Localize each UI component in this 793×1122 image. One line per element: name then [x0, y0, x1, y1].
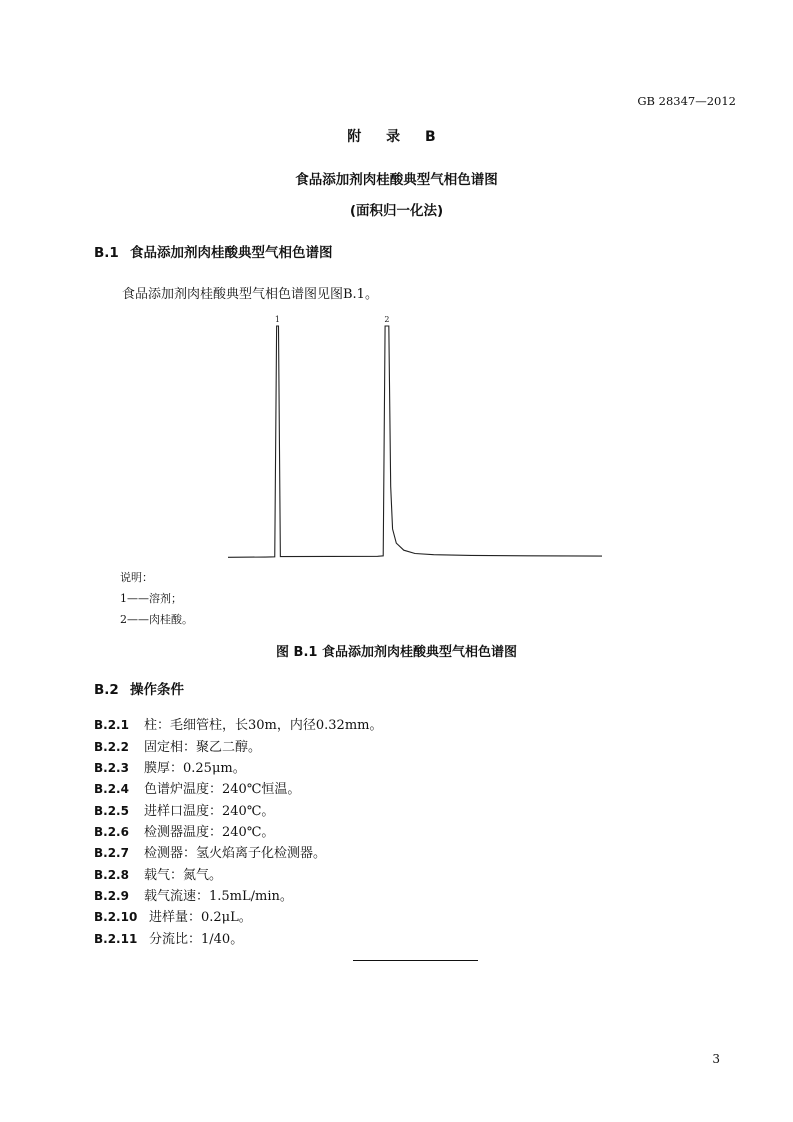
condition-item: [94, 757, 246, 776]
condition-text: 载气：氮气。: [144, 868, 223, 883]
condition-item: [94, 800, 274, 819]
page-number: 3: [712, 1052, 720, 1066]
section-number: B.1: [94, 245, 119, 261]
chromatogram-trace: [228, 326, 602, 557]
condition-item: [94, 736, 261, 755]
condition-item: [94, 714, 382, 733]
condition-code: B.2.5: [94, 804, 129, 818]
condition-code: B.2.11: [94, 932, 138, 946]
section-title: 食品添加剂肉桂酸典型气相色谱图: [130, 245, 333, 261]
condition-text: 进样口温度：240℃。: [144, 804, 275, 819]
condition-text: 膜厚：0.25μm。: [144, 761, 246, 776]
section-title: 操作条件: [130, 682, 184, 698]
section-b1-heading: [94, 241, 333, 261]
condition-text: 分流比：1/40。: [149, 932, 244, 947]
standard-code: GB 28347—2012: [637, 94, 736, 108]
legend-item-2: 2——肉桂酸。: [120, 613, 193, 626]
condition-code: B.2.6: [94, 825, 129, 839]
peak-labels: [275, 315, 390, 324]
condition-code: B.2.9: [94, 889, 129, 903]
section-b2-heading: [94, 678, 184, 698]
section-b1-paragraph: 食品添加剂肉桂酸典型气相色谱图见图B.1。: [122, 287, 378, 302]
condition-item: [94, 778, 300, 797]
condition-code: B.2.10: [94, 910, 138, 924]
chromatogram-chart: [228, 312, 602, 566]
condition-code: B.2.8: [94, 868, 129, 882]
peak-label: 1: [274, 315, 280, 324]
peak-label: 2: [384, 315, 390, 324]
condition-item: [94, 928, 243, 947]
condition-code: B.2.7: [94, 846, 129, 860]
condition-code: B.2.1: [94, 718, 129, 732]
condition-text: 检测器温度：240℃。: [144, 825, 275, 840]
condition-code: B.2.4: [94, 782, 129, 796]
document-title: 食品添加剂肉桂酸典型气相色谱图: [295, 172, 498, 188]
condition-text: 色谱炉温度：240℃恒温。: [144, 782, 301, 797]
condition-item: [94, 842, 326, 861]
condition-item: [94, 906, 252, 925]
condition-code: B.2.3: [94, 761, 129, 775]
section-number: B.2: [94, 682, 119, 698]
condition-item: [94, 864, 222, 883]
figure-caption: 图 B.1 食品添加剂肉桂酸典型气相色谱图: [276, 645, 517, 660]
appendix-title: 附 录 B: [347, 129, 446, 145]
condition-code: B.2.2: [94, 740, 129, 754]
legend-item-1: 1——溶剂；: [120, 592, 182, 605]
legend-title: 说明：: [120, 571, 153, 584]
document-subtitle: (面积归一化法): [349, 203, 444, 219]
condition-text: 进样量：0.2μL。: [149, 910, 252, 925]
condition-text: 载气流速：1.5mL/min。: [144, 889, 293, 904]
end-rule: [353, 960, 478, 961]
condition-text: 柱：毛细管柱，长30m，内径0.32mm。: [144, 718, 383, 733]
condition-text: 固定相：聚乙二醇。: [144, 740, 262, 755]
condition-text: 检测器：氢火焰离子化检测器。: [144, 846, 327, 861]
condition-item: [94, 885, 293, 904]
condition-item: [94, 821, 274, 840]
